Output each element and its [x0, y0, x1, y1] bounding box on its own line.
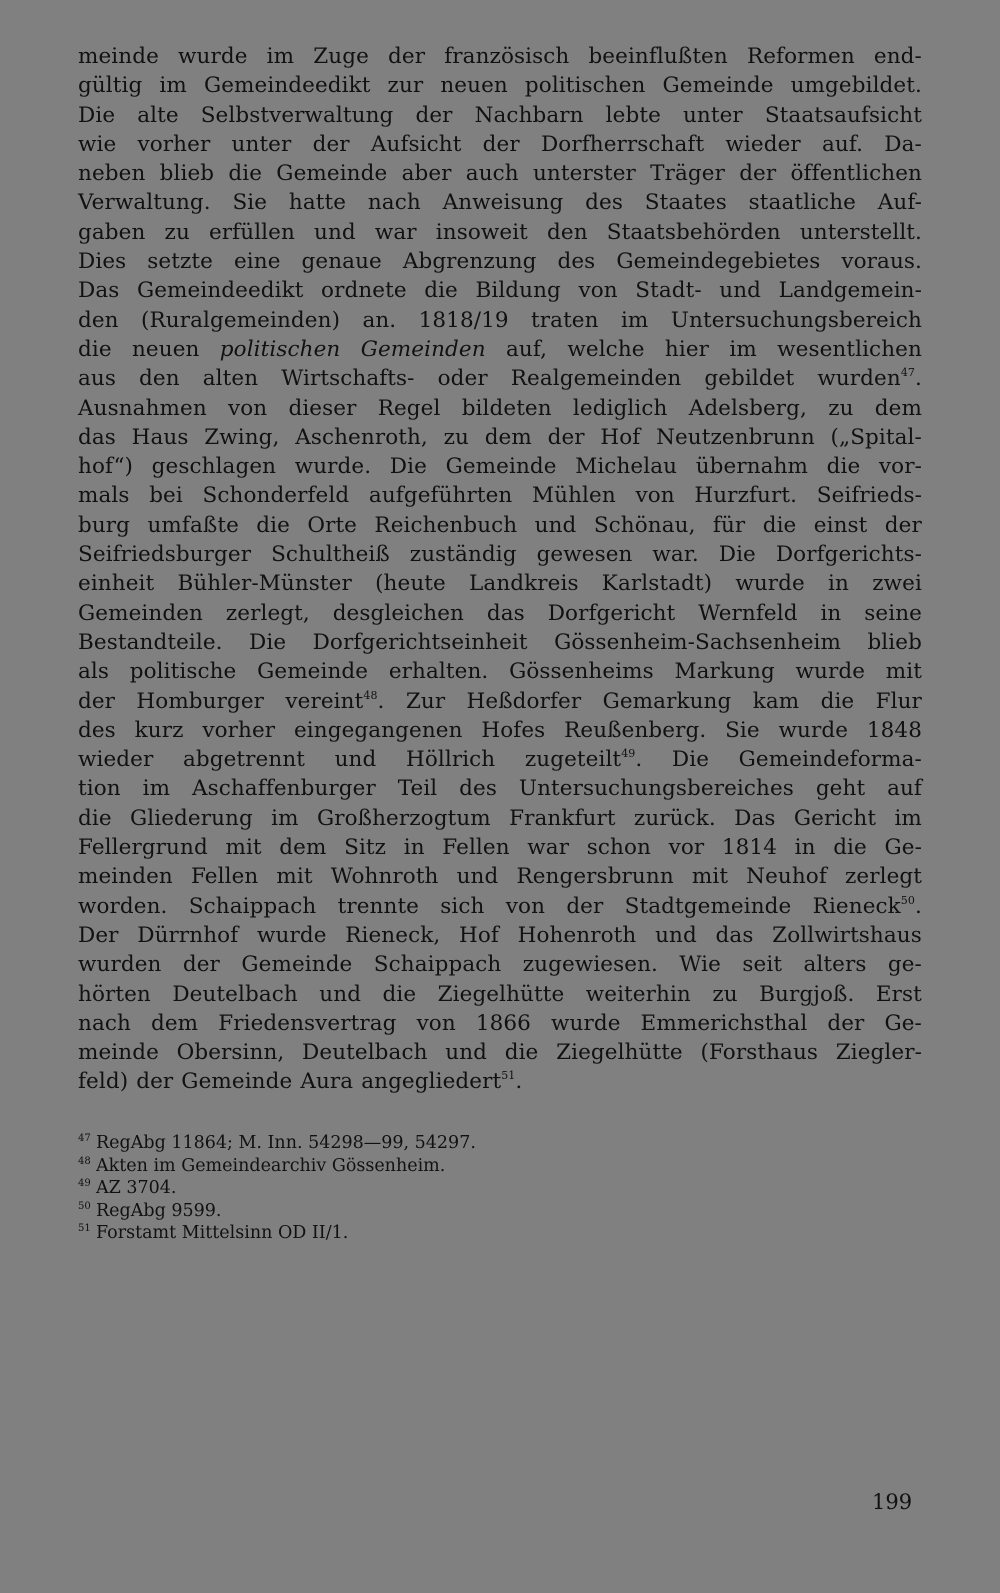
body-line: meinde wurde im Zuge der französisch beeinflußten Reformen end- — [78, 44, 922, 69]
body-line: mals bei Schonderfeld aufgeführten Mühlen von Hurzfurt. Seifrieds- — [78, 483, 922, 509]
footnote-text: Akten im Gemeindearchiv Gössenheim. — [96, 1155, 446, 1176]
body-line: Verwaltung. Sie hatte nach Anweisung des Staates staatliche Auf- — [78, 190, 922, 216]
footnote-text: Forstamt Mittelsinn OD II/1. — [96, 1223, 349, 1243]
body-line: hof“) geschlagen wurde. Die Gemeinde Michelau übernahm die vor- — [78, 454, 922, 480]
footnote: 47 RegAbg 11864; M. Inn. 54298—99, 54297. — [78, 1133, 476, 1153]
body-line: meinde Obersinn, Deutelbach und die Ziegelhütte (Forsthaus Ziegler- — [78, 1040, 922, 1066]
footnote-ref: 49 — [621, 747, 636, 761]
body-line: aus den alten Wirtschafts- oder Realgemeinden gebildet wurden$^{47}$. — [78, 366, 922, 392]
body-line: gaben zu erfüllen und war insoweit den Staatsbehörden unterstellt. — [78, 219, 922, 245]
footnote-ref: 47 — [900, 366, 916, 380]
body-line: Dies setzte eine genaue Abgrenzung des Gemeindegebietes voraus. — [78, 249, 922, 275]
body-line: Seifriedsburger Schultheiß zuständig gewesen war. Die Dorfgerichts- — [78, 542, 922, 568]
body-line: wurden der Gemeinde Schaippach zugewiesen. Wie seit alters ge- — [78, 952, 922, 978]
body-line: nach dem Friedensvertrag von 1866 wurde Emmerichsthal der Ge- — [78, 1010, 922, 1036]
body-line: wieder abgetrennt und Höllrich zugeteilt$^{49}$. Die Gemeindeforma- — [78, 747, 922, 773]
body-line: worden. Schaippach trennte sich von der Stadtgemeinde Rieneck$^{50}$. — [78, 893, 922, 919]
page-number: 199 — [872, 1490, 913, 1514]
body-text — [78, 42, 922, 1097]
body-line: Bestandteile. Die Dorfgerichtseinheit Gössenheim-Sachsenheim blieb — [78, 629, 922, 655]
body-line: der Homburger vereint$^{48}$. Zur Heßdorfer Gemarkung kam die Flur — [78, 688, 922, 714]
footnote-text: RegAbg 11864; M. Inn. 54298—99, 54297. — [96, 1133, 476, 1153]
footnotes — [78, 1132, 778, 1245]
footnote: 50 RegAbg 9599. — [78, 1200, 222, 1221]
body-line: neben blieb die Gemeinde aber auch unterster Träger der öffentlichen — [78, 161, 922, 187]
body-line: einheit Bühler-Münster (heute Landkreis Karlstadt) wurde in zwei — [78, 571, 922, 597]
body-line: Der Dürrnhof wurde Rieneck, Hof Hohenroth und das Zollwirtshaus — [78, 922, 922, 948]
footnote-text: RegAbg 9599. — [96, 1200, 222, 1221]
body-line: Gemeinden zerlegt, desgleichen das Dorfgericht Wernfeld in seine — [78, 600, 922, 626]
footnote-ref: 48 — [363, 688, 378, 702]
body-line: Fellergrund mit dem Sitz in Fellen war schon vor 1814 in die Ge- — [78, 835, 922, 861]
footnote: 48 Akten im Gemeindearchiv Gössenheim. — [78, 1155, 446, 1176]
footnote: 49 AZ 3704. — [78, 1178, 177, 1198]
footnote-ref: 51 — [501, 1069, 516, 1083]
body-line: Die alte Selbstverwaltung der Nachbarn lebte unter Staatsaufsicht — [78, 102, 922, 128]
footnote-ref: 50 — [900, 893, 915, 907]
body-line: gültig im Gemeindeedikt zur neuen politischen Gemeinde umgebildet. — [78, 73, 922, 99]
body-line: die neuen politischen Gemeinden auf, welche hier im wesentlichen — [78, 336, 922, 362]
body-line: Ausnahmen von dieser Regel bildeten lediglich Adelsberg, zu dem — [78, 395, 922, 421]
body-line: tion im Aschaffenburger Teil des Untersuchungsbereiches geht auf — [78, 776, 922, 802]
body-line: wie vorher unter der Aufsicht der Dorfherrschaft wieder auf. Da- — [78, 131, 922, 157]
body-line: hörten Deutelbach und die Ziegelhütte weiterhin zu Burgjoß. Erst — [78, 981, 922, 1007]
body-line: das Haus Zwing, Aschenroth, zu dem der Hof Neutzenbrunn („Spital- — [78, 424, 922, 450]
body-line: den (Ruralgemeinden) an. 1818/19 traten im Untersuchungsbereich — [78, 307, 922, 333]
body-line: die Gliederung im Großherzogtum Frankfurt zurück. Das Gericht im — [78, 805, 922, 831]
body-line: Das Gemeindeedikt ordnete die Bildung von Stadt- und Landgemein- — [78, 278, 922, 304]
body-line: feld) der Gemeinde Aura angegliedert$^{51}$. — [78, 1069, 523, 1095]
body-line: burg umfaßte die Orte Reichenbuch und Schönau, für die einst der — [78, 512, 922, 538]
body-line: meinden Fellen mit Wohnroth und Rengersbrunn mit Neuhof zerlegt — [78, 864, 922, 890]
footnote-text: AZ 3704. — [96, 1178, 177, 1198]
body-line: des kurz vorher eingegangenen Hofes Reußenberg. Sie wurde 1848 — [78, 717, 922, 743]
body-line: als politische Gemeinde erhalten. Gössenheims Markung wurde mit — [78, 659, 922, 685]
footnote: 51 Forstamt Mittelsinn OD II/1. — [78, 1223, 349, 1243]
